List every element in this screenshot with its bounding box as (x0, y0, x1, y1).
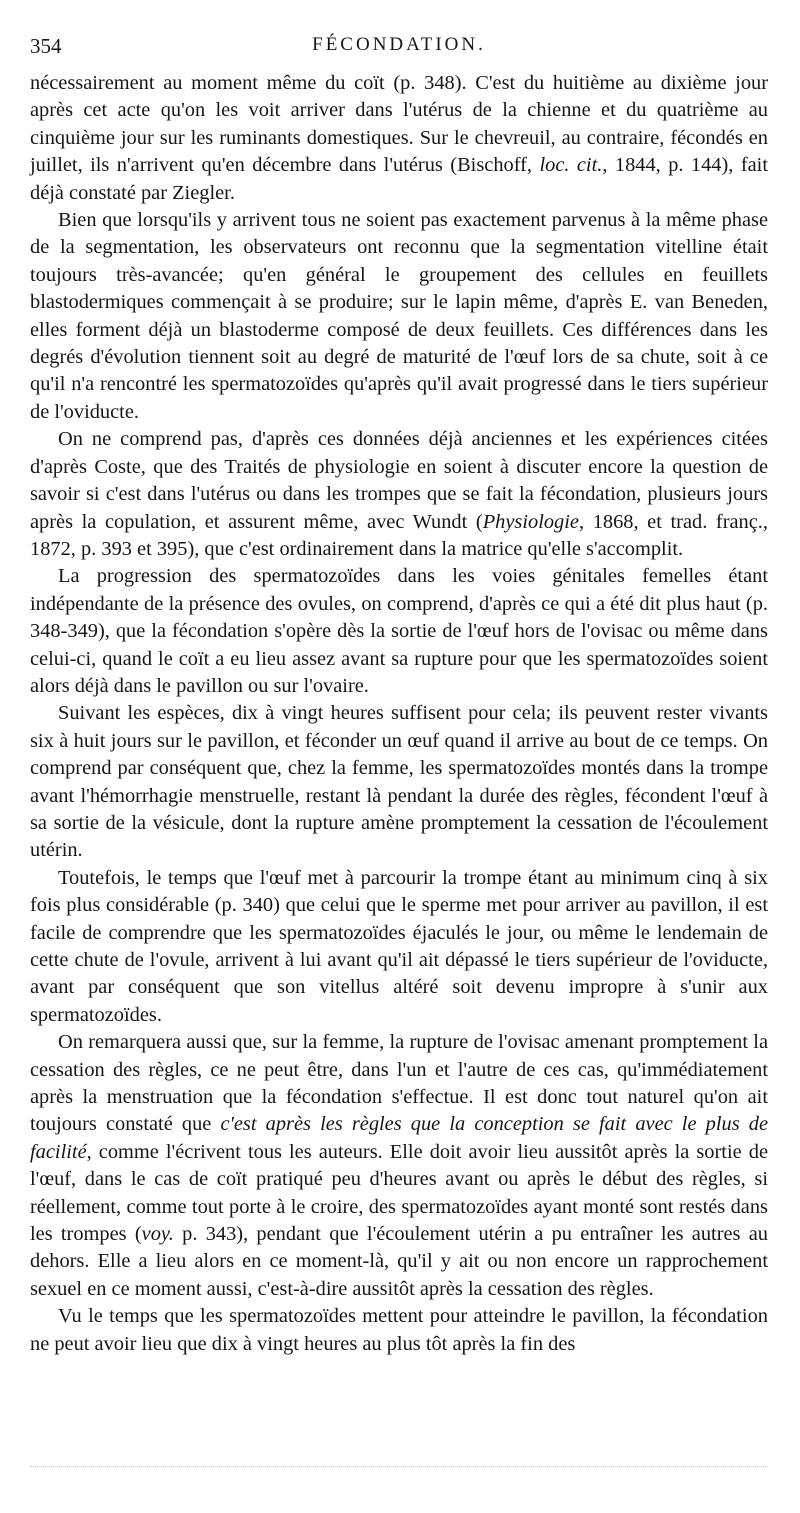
page-number: 354 (30, 34, 62, 58)
paragraph (30, 865, 768, 1029)
paragraph (30, 1029, 768, 1303)
text-run: Bien que lorsqu'ils y arrivent tous ne soient pas exactement parvenus à la même phase de la segmentation, les observateurs ont reconnu que la segmentation vitelline était toujours très-avancée; qu'en général le groupement des cellules en feuillets blastodermiques commençait à se produire; sur le lapin même, d'après E. van Beneden, elles forment déjà un blastoderme composé de deux feuillets. Ces différences dans les degrés d'évolution tiennent soit au degré de maturité de l'œuf lors de sa chute, soit à ce qu'il n'a rencontré les spermatozoïdes qu'après qu'il avait progressé dans le tiers supérieur de l'oviducte. (30, 209, 768, 423)
paragraph (30, 426, 768, 563)
paragraph (30, 563, 768, 700)
text-run: On ne comprend pas, d'après ces données déjà anciennes et les expériences citées d'après Coste, que des Traités de physiologie en soient à discuter encore la question de savoir si c'est dans l'utérus ou dans les trompes que se fait la fécondation, plusieurs jours après la copulation, et assurent même, avec Wundt ( (30, 428, 768, 533)
body-text (30, 70, 768, 1358)
text-run: , comme l'écrivent tous les auteurs. Elle doit avoir lieu aussitôt après la sortie de l'œuf, dans le cas de coït pratiqué peu d'heures avant ou après le début des règles, si réellement, comme tout porte à le croire, des spermatozoïdes ayant monté sont restés dans les trompes ( (30, 1140, 768, 1246)
text-run: On remarquera aussi que, sur la femme, la rupture de l'ovisac amenant promptement la cessation des règles, ce ne peut être, dans l'un et l'autre de ces cas, qu'immédiatement après la menstruation que la fécondation s'effectue. Il est donc tout naturel qu'on ait toujours constaté que (30, 1031, 768, 1136)
text-run: , 1844, p. 144), fait déjà constaté par Ziegler. (30, 154, 768, 204)
italic-text: Physiologie (482, 510, 579, 533)
paragraph (30, 1303, 768, 1358)
text-run: nécessairement au moment même du coït (p. 348). C'est du huitième au dixième jour après cet acte qu'on les voit arriver dans l'utérus de la chienne et du quatrième au cinquième jour sur les ruminants domestiques. Sur le chevreuil, au contraire, fécondés en juillet, ils n'arrivent qu'en décembre dans l'utérus (Bischoff, (30, 72, 768, 177)
footer-rule (30, 1466, 768, 1467)
text-run: Suivant les espèces, dix à vingt heures suffisent pour cela; ils peuvent rester vivants six à huit jours sur le pavillon, et féconder un œuf quand il arrive au bout de ce temps. On comprend par conséquent que, chez la femme, les spermatozoïdes montés dans la trompe avant l'hémorrhagie menstruelle, restant là pendant la durée des règles, fécondent l'œuf à sa sortie de la vésicule, dont la rupture amène promptement la cessation de l'écoulement utérin. (30, 702, 768, 862)
italic-text: loc. cit. (539, 154, 603, 177)
page-header (30, 30, 768, 60)
text-run: La progression des spermatozoïdes dans les voies génitales femelles étant indépendante de la présence des ovules, on comprend, d'après ce qui a été dit plus haut (p. 348-349), que la fécondation s'opère dès la sortie de l'œuf hors de l'ovisac ou même dans celui-ci, quand le coït a eu lieu assez avant sa rupture pour que les spermatozoïdes soient alors déjà dans le pavillon ou sur l'ovaire. (30, 565, 768, 697)
italic-text: voy. (141, 1223, 174, 1246)
running-title: FÉCONDATION. (312, 34, 486, 55)
italic-text: c'est après les règles que la conception se fait avec le plus de facilité (30, 1113, 768, 1163)
paragraph (30, 700, 768, 864)
text-run: p. 343), pendant que l'écoulement utérin a pu entraîner les autres au dehors. Elle a lieu alors en ce moment-là, qu'il y ait ou non encore un rapprochement sexuel en ce moment aussi, c'est-à-dire aussitôt après la cessation des règles. (30, 1223, 768, 1300)
paragraph (30, 70, 768, 207)
text-run: Toutefois, le temps que l'œuf met à parcourir la trompe étant au minimum cinq à six fois plus considérable (p. 340) que celui que le sperme met pour arriver au pavillon, il est facile de comprendre que les spermatozoïdes éjaculés le jour, ou même le lendemain de cette chute de l'ovule, arrivent à lui avant qu'il ait dépassé le tiers supérieur de l'oviducte, avant par conséquent que son vitellus altéré soit devenu impropre à s'unir aux spermatozoïdes. (30, 866, 768, 1026)
text-run: , 1868, et trad. franç., 1872, p. 393 et 395), que c'est ordinairement dans la matrice qu'elle s'accomplit. (30, 510, 768, 560)
text-run: Vu le temps que les spermatozoïdes mettent pour atteindre le pavillon, la fécondation ne peut avoir lieu que dix à vingt heures au plus tôt après la fin des (30, 1305, 768, 1355)
paragraph (30, 207, 768, 426)
